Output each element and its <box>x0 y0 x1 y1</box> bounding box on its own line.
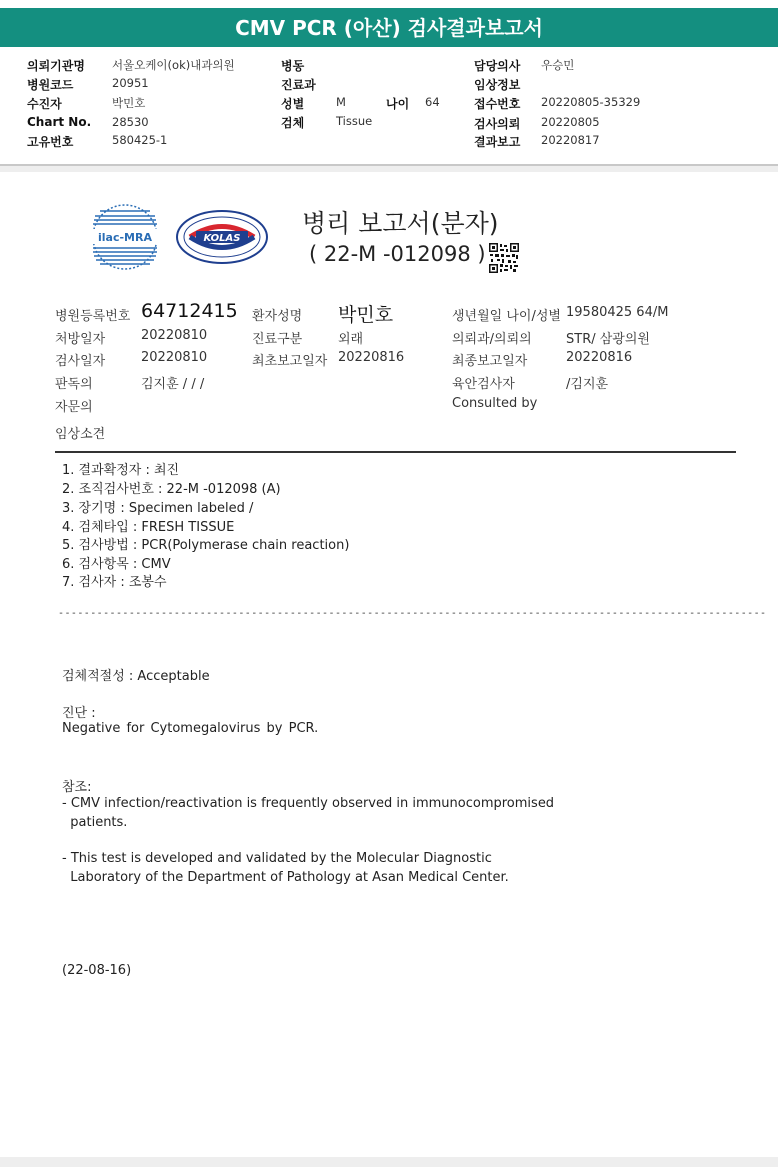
patient-name-label: 환자성명 <box>252 309 303 324</box>
kolas-logo <box>176 210 268 264</box>
chart-no-value: 28530 <box>112 115 149 129</box>
reg-no-label: 병원등록번호 <box>55 309 131 324</box>
doctor-label: 담당의사 <box>474 59 521 73</box>
svg-text:ilac-MRA: ilac-MRA <box>98 231 152 244</box>
diagnosis-text: Negative for Cytomegalovirus by PCR. <box>62 721 319 736</box>
reader-value: 김지훈 / / / <box>141 377 205 392</box>
dept-label: 진료과 <box>281 78 316 92</box>
chart-no-label: Chart No. <box>27 115 92 129</box>
birth-age-sex-value: 19580425 64/M <box>566 305 669 320</box>
rx-date-value: 20220810 <box>141 328 208 343</box>
header-gap <box>0 166 778 172</box>
specimen-value: Tissue <box>336 114 373 128</box>
list-item: 6. 검사항목 : CMV <box>62 557 171 572</box>
report-title-bar: CMV PCR (아산) 검사결과보고서 <box>0 0 778 47</box>
consulted-by-label: Consulted by <box>452 396 538 411</box>
report-date-value: 20220817 <box>541 133 600 147</box>
doctor-value: 우승민 <box>541 58 575 72</box>
age-label: 나이 <box>386 97 410 111</box>
unique-no-value: 580425-1 <box>112 133 168 147</box>
section-rule <box>55 451 736 453</box>
hospital-code-value: 20951 <box>112 76 149 90</box>
rx-date-label: 처방일자 <box>55 332 106 347</box>
clinical-findings-label: 임상소견 <box>55 427 106 442</box>
reference-note-1: - CMV infection/reactivation is frequently observed in immunocompromised <box>62 796 555 811</box>
qr-code-icon <box>489 243 519 273</box>
ward-label: 병동 <box>281 59 305 73</box>
sex-value: M <box>336 95 346 109</box>
report-date-label: 결과보고 <box>474 135 521 149</box>
reference-note-2: - This test is developed and validated by the Molecular Diagnostic <box>62 851 492 866</box>
ilac-mra-logo <box>92 204 158 270</box>
report-date-stamp: (22-08-16) <box>62 963 132 978</box>
age-value: 64 <box>425 95 440 109</box>
final-report-value: 20220816 <box>566 350 633 365</box>
reader-label: 판독의 <box>55 377 93 392</box>
specimen-label: 검체 <box>281 116 305 130</box>
institution-value: 서울오케이(ok)내과의원 <box>112 58 235 72</box>
list-item: 5. 검사방법 : PCR(Polymerase chain reaction) <box>62 538 350 553</box>
final-report-label: 최종보고일자 <box>452 354 528 369</box>
patient-label: 수진자 <box>27 97 62 111</box>
svg-text:KOLAS: KOLAS <box>203 233 241 244</box>
receipt-no-value: 20220805-35329 <box>541 95 641 109</box>
request-date-label: 검사의뢰 <box>474 117 521 131</box>
gross-examiner-label: 육안검사자 <box>452 377 515 392</box>
reg-no-value: 64712415 <box>141 300 238 322</box>
reference-label: 참조: <box>62 780 92 795</box>
first-report-label: 최초보고일자 <box>252 354 328 369</box>
visit-type-label: 진료구분 <box>252 332 303 347</box>
request-date-value: 20220805 <box>541 115 600 129</box>
report-heading: 병리 보고서(분자) <box>302 209 499 238</box>
report-number: ( 22-M -012098 ) <box>309 242 486 266</box>
exam-date-value: 20220810 <box>141 350 208 365</box>
unique-no-label: 고유번호 <box>27 135 74 149</box>
referral-value: STR/ 삼광의원 <box>566 332 650 347</box>
gross-examiner-value: /김지훈 <box>566 377 609 392</box>
referral-label: 의뢰과/의뢰의 <box>452 332 532 347</box>
clinical-info-label: 임상정보 <box>474 78 521 92</box>
reference-note-2-cont: Laboratory of the Department of Pathology at Asan Medical Center. <box>62 870 509 885</box>
footer-band <box>0 1157 778 1167</box>
first-report-value: 20220816 <box>338 350 405 365</box>
dashed-divider: -------------------------------------------------------------------------------------------------------------- <box>58 608 767 619</box>
specimen-adequacy: 검체적절성 : Acceptable <box>62 669 210 684</box>
patient-value: 박민호 <box>112 96 146 110</box>
list-item: 2. 조직검사번호 : 22-M -012098 (A) <box>62 482 281 497</box>
hospital-code-label: 병원코드 <box>27 78 74 92</box>
patient-name-value: 박민호 <box>338 304 394 326</box>
list-item: 7. 검사자 : 조봉수 <box>62 575 167 590</box>
institution-label: 의뢰기관명 <box>27 59 85 73</box>
sex-label: 성별 <box>281 97 305 111</box>
exam-date-label: 검사일자 <box>55 354 106 369</box>
list-item: 1. 결과확정자 : 최진 <box>62 463 180 478</box>
list-item: 4. 검체타입 : FRESH TISSUE <box>62 520 235 535</box>
receipt-no-label: 접수번호 <box>474 97 521 111</box>
diagnosis-label: 진단 : <box>62 706 96 721</box>
birth-age-sex-label: 생년월일 나이/성별 <box>452 309 561 324</box>
list-item: 3. 장기명 : Specimen labeled / <box>62 501 254 516</box>
visit-type-value: 외래 <box>338 332 364 347</box>
reference-note-1-cont: patients. <box>62 815 128 830</box>
advisor-label: 자문의 <box>55 400 93 415</box>
